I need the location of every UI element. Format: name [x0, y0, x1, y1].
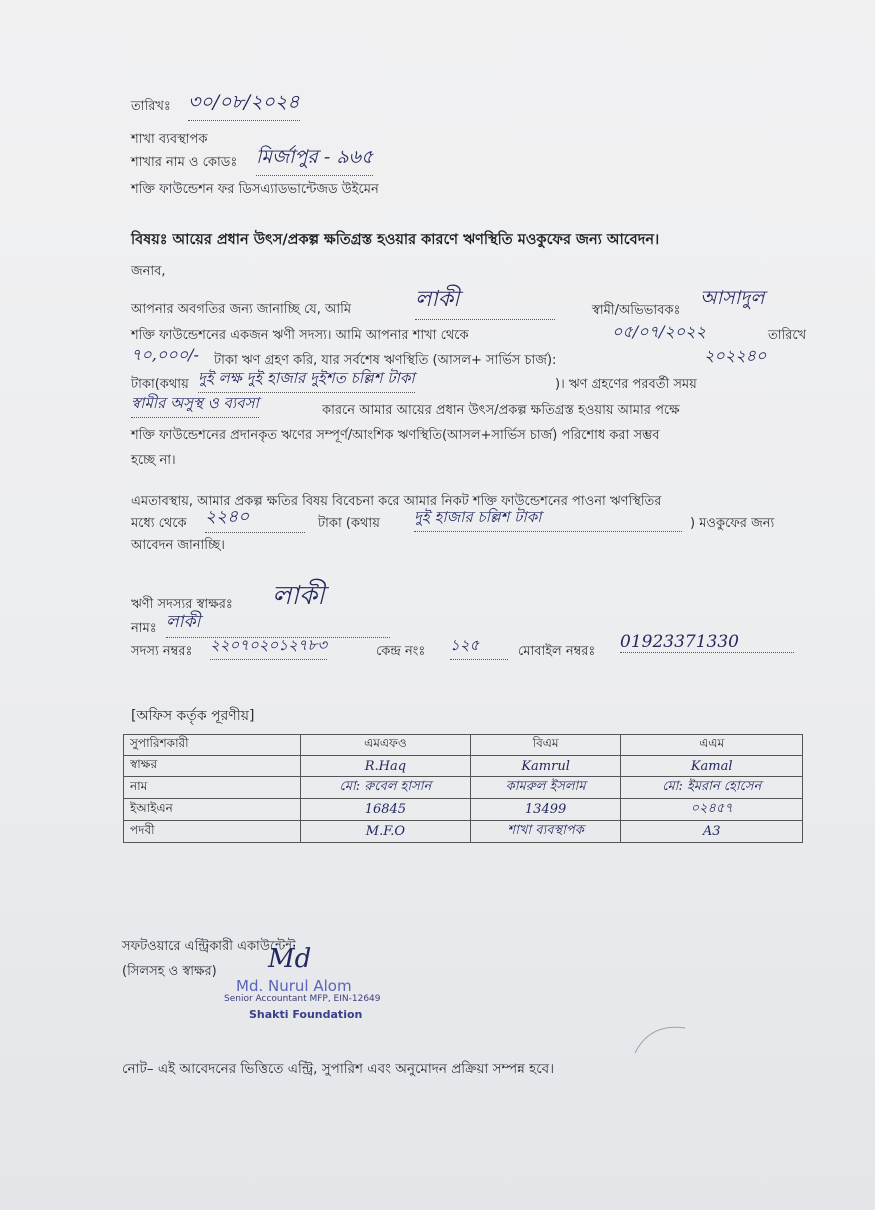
accountant-stamp-org: Shakti Foundation	[249, 1008, 363, 1021]
guardian-name: আসাদুল	[700, 287, 765, 309]
para2-text-3: টাকা (কথায়	[318, 516, 380, 531]
mfo-ein: 16845	[301, 799, 471, 821]
mobile-number: 01923371330	[620, 632, 794, 653]
table-row	[124, 756, 803, 777]
header-cell-mfo: এমএফও	[301, 735, 471, 756]
pen-mark	[630, 1018, 690, 1058]
para1-text-2: স্বামী/অভিভাবকঃ	[592, 303, 681, 318]
para1-text-6: টাকা(কথায়	[131, 377, 189, 392]
row-label-signature: স্বাক্ষর	[124, 756, 301, 777]
table-row	[124, 821, 803, 843]
para1-text-4: তারিখে	[768, 328, 807, 343]
table-header-row	[124, 735, 803, 756]
office-approval-table	[123, 734, 803, 843]
para2-text-4: ) মওকুফের জন্য	[690, 516, 775, 531]
am-signature: Kamal	[621, 756, 803, 777]
para1-text-10: হচ্ছে না।	[131, 453, 176, 468]
para1-text-1: আপনার অবগতির জন্য জানাচ্ছি যে, আমি	[131, 302, 352, 317]
name-label: নামঃ	[131, 621, 157, 636]
am-name: মো: ইমরান হোসেন	[621, 777, 803, 799]
loan-amount: ৭০,০০০/-	[131, 345, 199, 364]
loan-date: ০৫/০৭/২০২২	[612, 322, 706, 341]
para1-text-8: কারনে আমার আয়ের প্রধান উৎস/প্রকল্প ক্ষতিগ্রস্ত হওয়ায় আমার পক্ষে	[322, 403, 680, 418]
recipient-title: শাখা ব্যবস্থাপক	[131, 132, 208, 147]
member-name: লাকী	[166, 609, 390, 638]
table-row	[124, 777, 803, 799]
accountant-signature: Md	[268, 944, 312, 974]
table-row	[124, 799, 803, 821]
header-cell-bm: বিএম	[470, 735, 621, 756]
am-designation: A3	[621, 821, 803, 843]
center-label: কেন্দ্র নংঃ	[376, 644, 426, 659]
branch-label: শাখার নাম ও কোডঃ	[131, 155, 238, 170]
waive-in-words: দুই হাজার চল্লিশ টাকা	[414, 506, 682, 532]
balance-in-words: দুই লক্ষ দুই হাজার দুইশত চল্লিশ টাকা	[198, 367, 415, 393]
para1-text-7: )। ঋণ গ্রহণের পরবর্তী সময়	[555, 377, 697, 392]
center-number: ১২৫	[450, 634, 508, 660]
organization-name: শক্তি ফাউন্ডেশন ফর ডিসএ্যাডভান্টেজড উইমেন	[131, 182, 379, 197]
office-section-header: [অফিস কর্তৃক পূরণীয়]	[131, 708, 255, 724]
accountant-title: সফটওয়ারে এন্ট্রিকারী একাউন্টেন্ট	[122, 939, 296, 954]
accountant-seal-label: (সিলসহ ও স্বাক্ষর)	[122, 964, 217, 979]
bm-designation: শাখা ব্যবস্থাপক	[470, 821, 621, 843]
subject-line: বিষয়ঃ আয়ের প্রধান উৎস/প্রকল্প ক্ষতিগ্রস্ত হওয়ার কারণে ঋণস্থিতি মওকুফের জন্য আবেদন।	[131, 232, 660, 248]
mfo-designation: M.F.O	[301, 821, 471, 843]
para1-text-5: টাকা ঋণ গ্রহণ করি, যার সর্বশেষ ঋণস্থিতি (আসল+ সার্ভিস চার্জ):	[214, 353, 557, 368]
bm-name: কামরুল ইসলাম	[470, 777, 621, 799]
branch-value: মির্জাপুর - ৯৬৫	[256, 143, 373, 176]
date-label: তারিখঃ	[131, 99, 171, 114]
outstanding-balance: ২০২২৪০	[704, 346, 767, 365]
header-cell-am: এএম	[621, 735, 803, 756]
waive-amount: ২২৪০	[205, 504, 305, 533]
accountant-stamp-title: Senior Accountant MFP, EIN-12649	[224, 994, 381, 1004]
mobile-label: মোবাইল নম্বরঃ	[518, 644, 596, 659]
signature-label: ঋণী সদস্যর স্বাক্ষরঃ	[131, 597, 233, 612]
row-label-designation: পদবী	[124, 821, 301, 843]
para1-text-9: শক্তি ফাউন্ডেশনের প্রদানকৃত ঋণের সম্পূর্ণ/আংশিক ঋণস্থিতি(আসল+সার্ভিস চার্জ) পরিশোধ করা সম্ভব	[131, 428, 660, 443]
header-cell-recommender: সুপারিশকারী	[124, 735, 301, 756]
member-number: ২২০৭০২০১২৭৮৩	[210, 634, 327, 660]
mfo-signature: R.Haq	[301, 756, 471, 777]
member-number-label: সদস্য নম্বরঃ	[131, 644, 193, 659]
para2-text-2: মধ্যে থেকে	[131, 516, 187, 531]
am-ein: ০২৪৫৭	[621, 799, 803, 821]
member-signature: লাকী	[272, 581, 325, 611]
bm-ein: 13499	[470, 799, 621, 821]
para2-text-5: আবেদন জানাচ্ছি।	[131, 538, 225, 553]
accountant-stamp-name: Md. Nurul Alom	[236, 977, 352, 995]
row-label-ein: ইআইএন	[124, 799, 301, 821]
row-label-name: নাম	[124, 777, 301, 799]
mfo-name: মো: রুবেল হাসান	[301, 777, 471, 799]
bm-signature: Kamrul	[470, 756, 621, 777]
para1-text-3: শক্তি ফাউন্ডেশনের একজন ঋণী সদস্য। আমি আপনার শাখা থেকে	[131, 328, 469, 343]
applicant-name: লাকী	[415, 282, 555, 320]
loss-reason: স্বামীর অসুস্থ ও ব্যবসা	[131, 392, 259, 418]
footer-note: নোট– এই আবেদনের ভিত্তিতে এন্ট্রি, সুপারিশ এবং অনুমোদন প্রক্রিয়া সম্পন্ন হবে।	[122, 1061, 555, 1077]
date-value: ৩০/০৮/২০২৪	[188, 88, 300, 121]
salutation: জনাব,	[131, 264, 166, 279]
para2-text-1: এমতাবস্থায়, আমার প্রকল্প ক্ষতির বিষয় বিবেচনা করে আমার নিকট শক্তি ফাউন্ডেশনের পাওনা ঋণস্থিতির	[131, 494, 662, 509]
